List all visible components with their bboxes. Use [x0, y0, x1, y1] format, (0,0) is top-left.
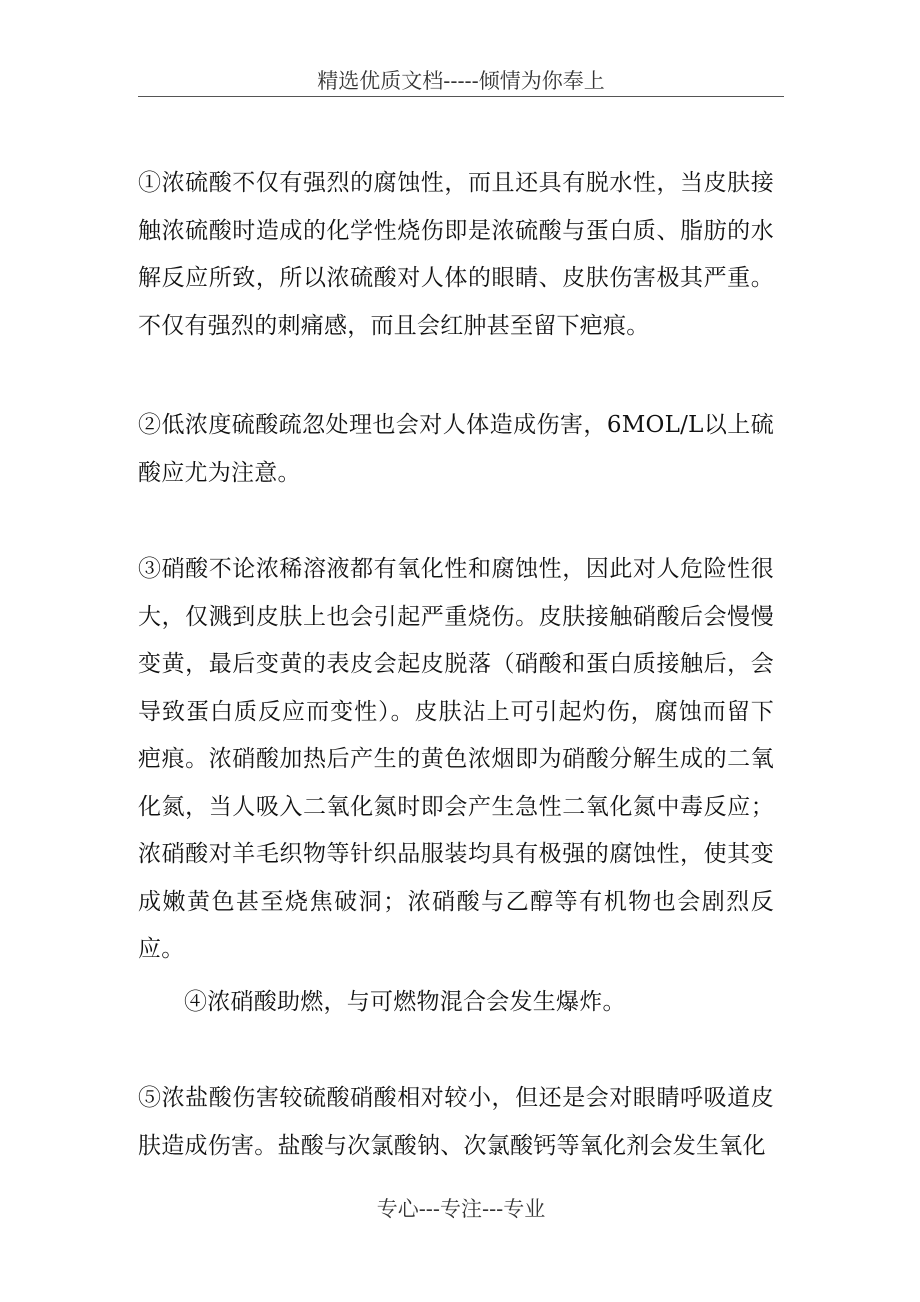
paragraph-nitric-acid-combustion: ④浓硝酸助燃，与可燃物混合会发生爆炸。: [184, 989, 626, 1015]
page-header: 精选优质文档-----倾情为你奉上: [317, 69, 605, 93]
page-footer: 专心---专注---专业: [376, 1197, 546, 1221]
paragraph-nitric-acid: ③硝酸不论浓稀溶液都有氧化性和腐蚀性，因此对人危险性很大，仅溅到皮肤上也会引起严重烧伤。皮肤接触硝酸后会慢慢变黄，最后变黄的表皮会起皮脱落（硝酸和蛋白质接触后，会导致蛋白质反应而变性）。皮肤沾上可引起灼伤，腐蚀而留下疤痕。浓硝酸加热后产生的黄色浓烟即为硝酸分解生成的二氧化氮，当人吸入二氧化氮时即会产生急性二氧化氮中毒反应；浓硝酸对羊毛织物等针织品服装均具有极强的腐蚀性，使其变成嫩黄色甚至烧焦破洞；浓硝酸与乙醇等有机物也会剧烈反应。: [138, 556, 774, 962]
header-divider: [138, 96, 784, 97]
paragraph-sulfuric-acid-concentrated: ①浓硫酸不仅有强烈的腐蚀性，而且还具有脱水性，当皮肤接触浓硫酸时造成的化学性烧伤即是浓硫酸与蛋白质、脂肪的水解反应所致，所以浓硫酸对人体的眼睛、皮肤伤害极其严重。不仅有强烈的刺痛感，而且会红肿甚至留下疤痕。: [138, 170, 774, 339]
paragraph-hydrochloric-acid: ⑤浓盐酸伤害较硫酸硝酸相对较小，但还是会对眼睛呼吸道皮肤造成伤害。盐酸与次氯酸钠、次氯酸钙等氧化剂会发生氧化: [138, 1085, 774, 1159]
paragraph-sulfuric-acid-dilute: ②低浓度硫酸疏忽处理也会对人体造成伤害，6MOL/L以上硫酸应尤为注意。: [138, 412, 774, 486]
